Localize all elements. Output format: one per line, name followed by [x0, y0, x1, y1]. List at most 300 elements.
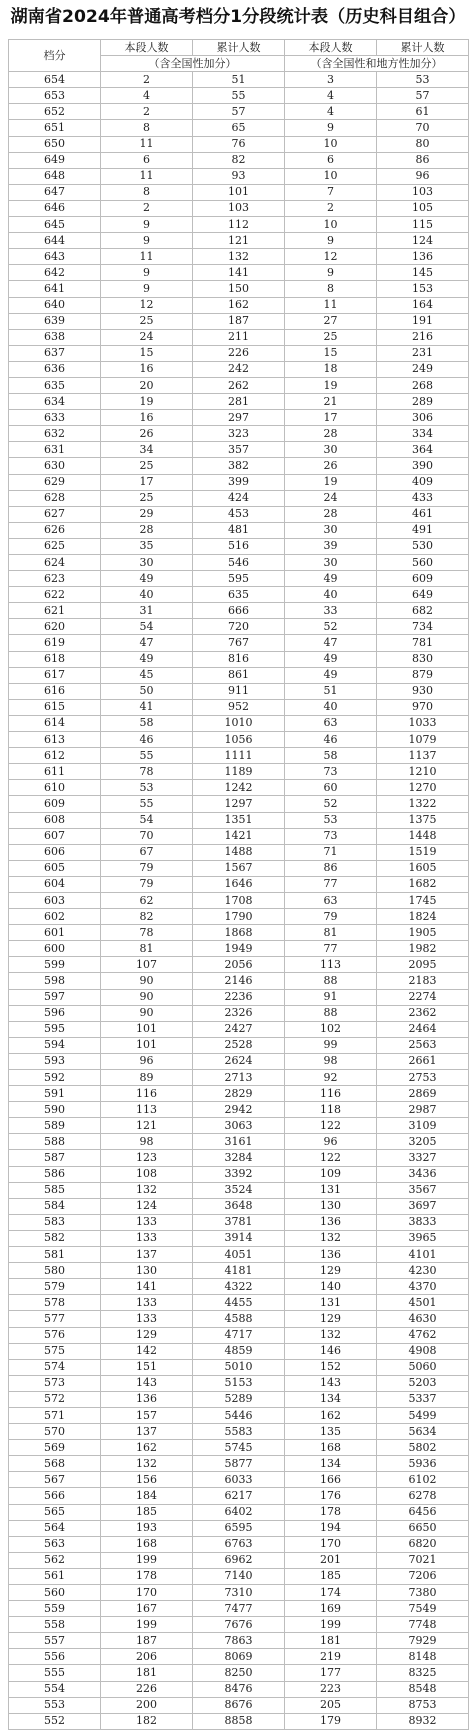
table-row	[9, 1182, 469, 1198]
table-row	[9, 1005, 469, 1021]
cumulative-count-cell: 262	[193, 377, 285, 393]
segment-count-cell: 2	[101, 72, 193, 88]
table-row	[9, 1230, 469, 1246]
score-cell: 612	[9, 748, 101, 764]
table-row	[9, 1697, 469, 1713]
score-cell: 607	[9, 828, 101, 844]
cumulative-count-local-cell: 145	[377, 265, 469, 281]
segment-count-cell: 133	[101, 1230, 193, 1246]
table-row	[9, 1359, 469, 1375]
segment-count-cell: 206	[101, 1649, 193, 1665]
cumulative-count-cell: 6217	[193, 1488, 285, 1504]
segment-count-local-cell: 53	[285, 812, 377, 828]
segment-count-cell: 184	[101, 1488, 193, 1504]
table-row	[9, 603, 469, 619]
segment-count-cell: 45	[101, 667, 193, 683]
cumulative-count-local-cell: 103	[377, 184, 469, 200]
cumulative-count-local-cell: 53	[377, 72, 469, 88]
segment-count-local-cell: 166	[285, 1472, 377, 1488]
cumulative-count-local-cell: 1682	[377, 876, 469, 892]
segment-count-cell: 82	[101, 909, 193, 925]
segment-count-cell: 79	[101, 860, 193, 876]
cumulative-count-local-cell: 3567	[377, 1182, 469, 1198]
table-row	[9, 1520, 469, 1536]
table-row	[9, 458, 469, 474]
segment-count-cell: 90	[101, 973, 193, 989]
cumulative-count-local-cell: 1210	[377, 764, 469, 780]
segment-count-local-cell: 129	[285, 1311, 377, 1327]
cumulative-count-cell: 162	[193, 297, 285, 313]
score-cell: 600	[9, 941, 101, 957]
table-row	[9, 200, 469, 216]
cumulative-count-local-cell: 7206	[377, 1568, 469, 1584]
segment-count-local-cell: 63	[285, 715, 377, 731]
score-cell: 566	[9, 1488, 101, 1504]
cumulative-count-cell: 121	[193, 233, 285, 249]
segment-count-cell: 226	[101, 1681, 193, 1697]
segment-count-cell: 53	[101, 780, 193, 796]
segment-count-cell: 11	[101, 136, 193, 152]
cumulative-count-local-cell: 2274	[377, 989, 469, 1005]
segment-count-local-cell: 19	[285, 474, 377, 490]
cumulative-count-cell: 1488	[193, 844, 285, 860]
score-cell: 611	[9, 764, 101, 780]
score-cell: 630	[9, 458, 101, 474]
score-cell: 606	[9, 844, 101, 860]
table-row	[9, 892, 469, 908]
table-row	[9, 555, 469, 571]
table-row	[9, 329, 469, 345]
segment-count-cell: 181	[101, 1665, 193, 1681]
segment-count-local-cell: 28	[285, 426, 377, 442]
segment-count-cell: 2	[101, 104, 193, 120]
table-row	[9, 410, 469, 426]
score-cell: 582	[9, 1230, 101, 1246]
segment-count-cell: 49	[101, 571, 193, 587]
score-cell: 647	[9, 184, 101, 200]
cumulative-count-cell: 57	[193, 104, 285, 120]
score-cell: 571	[9, 1407, 101, 1423]
cumulative-count-cell: 7477	[193, 1601, 285, 1617]
score-cell: 649	[9, 152, 101, 168]
segment-count-cell: 130	[101, 1263, 193, 1279]
segment-count-local-cell: 91	[285, 989, 377, 1005]
cumulative-count-local-cell: 3109	[377, 1118, 469, 1134]
cumulative-count-cell: 546	[193, 555, 285, 571]
header-note-national-local-bonus: （含全国性和地方性加分）	[285, 56, 469, 72]
cumulative-count-cell: 76	[193, 136, 285, 152]
segment-count-local-cell: 135	[285, 1424, 377, 1440]
segment-count-cell: 78	[101, 764, 193, 780]
score-cell: 629	[9, 474, 101, 490]
segment-count-local-cell: 52	[285, 619, 377, 635]
segment-count-cell: 132	[101, 1182, 193, 1198]
segment-count-local-cell: 33	[285, 603, 377, 619]
cumulative-count-cell: 150	[193, 281, 285, 297]
cumulative-count-cell: 595	[193, 571, 285, 587]
table-row	[9, 1198, 469, 1214]
score-cell: 614	[9, 715, 101, 731]
cumulative-count-local-cell: 649	[377, 587, 469, 603]
table-row	[9, 1585, 469, 1601]
score-cell: 631	[9, 442, 101, 458]
cumulative-count-cell: 481	[193, 522, 285, 538]
score-cell: 652	[9, 104, 101, 120]
segment-count-local-cell: 73	[285, 764, 377, 780]
segment-count-cell: 40	[101, 587, 193, 603]
cumulative-count-local-cell: 1033	[377, 715, 469, 731]
segment-count-cell: 8	[101, 184, 193, 200]
cumulative-count-cell: 2056	[193, 957, 285, 973]
cumulative-count-local-cell: 2563	[377, 1037, 469, 1053]
cumulative-count-cell: 55	[193, 88, 285, 104]
cumulative-count-local-cell: 1982	[377, 941, 469, 957]
segment-count-local-cell: 168	[285, 1440, 377, 1456]
header-segment-count-2: 本段人数	[285, 40, 377, 56]
segment-count-local-cell: 19	[285, 377, 377, 393]
table-row	[9, 1102, 469, 1118]
segment-count-local-cell: 136	[285, 1214, 377, 1230]
segment-count-cell: 121	[101, 1118, 193, 1134]
segment-count-local-cell: 60	[285, 780, 377, 796]
score-cell: 560	[9, 1585, 101, 1601]
segment-count-cell: 35	[101, 538, 193, 554]
segment-count-local-cell: 79	[285, 909, 377, 925]
score-cell: 556	[9, 1649, 101, 1665]
cumulative-count-cell: 1111	[193, 748, 285, 764]
cumulative-count-cell: 1708	[193, 892, 285, 908]
table-row	[9, 522, 469, 538]
score-cell: 587	[9, 1150, 101, 1166]
cumulative-count-cell: 187	[193, 313, 285, 329]
table-row	[9, 844, 469, 860]
table-row	[9, 1601, 469, 1617]
segment-count-local-cell: 179	[285, 1713, 377, 1729]
score-cell: 605	[9, 860, 101, 876]
score-cell: 561	[9, 1568, 101, 1584]
cumulative-count-cell: 101	[193, 184, 285, 200]
cumulative-count-cell: 8858	[193, 1713, 285, 1729]
header-cumulative-count-1: 累计人数	[193, 40, 285, 56]
segment-count-cell: 58	[101, 715, 193, 731]
segment-count-cell: 41	[101, 699, 193, 715]
cumulative-count-local-cell: 8753	[377, 1697, 469, 1713]
cumulative-count-local-cell: 7021	[377, 1552, 469, 1568]
cumulative-count-local-cell: 3965	[377, 1230, 469, 1246]
segment-count-local-cell: 81	[285, 925, 377, 941]
score-cell: 622	[9, 587, 101, 603]
segment-count-local-cell: 129	[285, 1263, 377, 1279]
segment-count-cell: 156	[101, 1472, 193, 1488]
cumulative-count-cell: 1421	[193, 828, 285, 844]
cumulative-count-cell: 911	[193, 683, 285, 699]
segment-count-cell: 19	[101, 394, 193, 410]
segment-count-cell: 12	[101, 297, 193, 313]
table-row	[9, 828, 469, 844]
segment-count-cell: 129	[101, 1327, 193, 1343]
table-row	[9, 104, 469, 120]
table-row	[9, 265, 469, 281]
score-cell: 625	[9, 538, 101, 554]
segment-count-local-cell: 28	[285, 506, 377, 522]
segment-count-local-cell: 10	[285, 217, 377, 233]
table-row	[9, 571, 469, 587]
table-row	[9, 1086, 469, 1102]
segment-count-local-cell: 185	[285, 1568, 377, 1584]
cumulative-count-cell: 8676	[193, 1697, 285, 1713]
score-cell: 592	[9, 1070, 101, 1086]
score-cell: 608	[9, 812, 101, 828]
segment-count-local-cell: 130	[285, 1198, 377, 1214]
cumulative-count-cell: 2528	[193, 1037, 285, 1053]
cumulative-count-cell: 1351	[193, 812, 285, 828]
table-body	[9, 72, 469, 1730]
table-row	[9, 812, 469, 828]
score-cell: 555	[9, 1665, 101, 1681]
segment-count-local-cell: 170	[285, 1536, 377, 1552]
score-cell: 557	[9, 1633, 101, 1649]
segment-count-local-cell: 122	[285, 1118, 377, 1134]
segment-count-cell: 8	[101, 120, 193, 136]
segment-count-cell: 16	[101, 361, 193, 377]
table-row	[9, 1279, 469, 1295]
score-cell: 576	[9, 1327, 101, 1343]
table-row	[9, 1665, 469, 1681]
cumulative-count-local-cell: 1519	[377, 844, 469, 860]
cumulative-count-local-cell: 1824	[377, 909, 469, 925]
cumulative-count-local-cell: 2464	[377, 1021, 469, 1037]
header-segment-count-1: 本段人数	[101, 40, 193, 56]
segment-count-cell: 142	[101, 1343, 193, 1359]
cumulative-count-local-cell: 306	[377, 410, 469, 426]
score-cell: 654	[9, 72, 101, 88]
segment-count-cell: 24	[101, 329, 193, 345]
table-row	[9, 1713, 469, 1729]
segment-count-local-cell: 98	[285, 1053, 377, 1069]
segment-count-cell: 30	[101, 555, 193, 571]
cumulative-count-local-cell: 364	[377, 442, 469, 458]
cumulative-count-cell: 5583	[193, 1424, 285, 1440]
cumulative-count-cell: 635	[193, 587, 285, 603]
cumulative-count-cell: 211	[193, 329, 285, 345]
score-cell: 593	[9, 1053, 101, 1069]
segment-count-cell: 199	[101, 1552, 193, 1568]
table-row	[9, 1407, 469, 1423]
segment-count-local-cell: 10	[285, 136, 377, 152]
cumulative-count-local-cell: 268	[377, 377, 469, 393]
table-row	[9, 1311, 469, 1327]
cumulative-count-cell: 3781	[193, 1214, 285, 1230]
cumulative-count-cell: 7863	[193, 1633, 285, 1649]
score-cell: 597	[9, 989, 101, 1005]
cumulative-count-local-cell: 409	[377, 474, 469, 490]
table-row	[9, 152, 469, 168]
cumulative-count-local-cell: 1270	[377, 780, 469, 796]
cumulative-count-local-cell: 2987	[377, 1102, 469, 1118]
score-cell: 584	[9, 1198, 101, 1214]
segment-count-local-cell: 21	[285, 394, 377, 410]
cumulative-count-local-cell: 231	[377, 345, 469, 361]
cumulative-count-cell: 816	[193, 651, 285, 667]
segment-count-cell: 29	[101, 506, 193, 522]
cumulative-count-cell: 382	[193, 458, 285, 474]
cumulative-count-cell: 141	[193, 265, 285, 281]
cumulative-count-local-cell: 3205	[377, 1134, 469, 1150]
cumulative-count-local-cell: 3833	[377, 1214, 469, 1230]
segment-count-local-cell: 4	[285, 88, 377, 104]
cumulative-count-cell: 4859	[193, 1343, 285, 1359]
segment-count-cell: 178	[101, 1568, 193, 1584]
segment-count-cell: 70	[101, 828, 193, 844]
segment-count-cell: 108	[101, 1166, 193, 1182]
table-row	[9, 732, 469, 748]
table-row	[9, 635, 469, 651]
score-cell: 554	[9, 1681, 101, 1697]
cumulative-count-local-cell: 2183	[377, 973, 469, 989]
cumulative-count-local-cell: 830	[377, 651, 469, 667]
segment-count-local-cell: 146	[285, 1343, 377, 1359]
cumulative-count-cell: 103	[193, 200, 285, 216]
segment-count-cell: 79	[101, 876, 193, 892]
cumulative-count-cell: 3392	[193, 1166, 285, 1182]
score-cell: 646	[9, 200, 101, 216]
segment-count-local-cell: 219	[285, 1649, 377, 1665]
cumulative-count-local-cell: 461	[377, 506, 469, 522]
segment-count-local-cell: 122	[285, 1150, 377, 1166]
cumulative-count-local-cell: 4908	[377, 1343, 469, 1359]
segment-count-cell: 168	[101, 1536, 193, 1552]
segment-count-local-cell: 86	[285, 860, 377, 876]
segment-count-cell: 16	[101, 410, 193, 426]
segment-count-local-cell: 46	[285, 732, 377, 748]
segment-count-local-cell: 40	[285, 699, 377, 715]
cumulative-count-local-cell: 57	[377, 88, 469, 104]
score-cell: 595	[9, 1021, 101, 1037]
cumulative-count-local-cell: 530	[377, 538, 469, 554]
segment-count-cell: 81	[101, 941, 193, 957]
segment-count-cell: 15	[101, 345, 193, 361]
score-cell: 586	[9, 1166, 101, 1182]
table-row	[9, 1633, 469, 1649]
segment-count-cell: 89	[101, 1070, 193, 1086]
table-row	[9, 860, 469, 876]
cumulative-count-local-cell: 8148	[377, 1649, 469, 1665]
score-cell: 634	[9, 394, 101, 410]
cumulative-count-local-cell: 7929	[377, 1633, 469, 1649]
score-cell: 623	[9, 571, 101, 587]
segment-count-cell: 132	[101, 1456, 193, 1472]
table-row	[9, 909, 469, 925]
table-row	[9, 506, 469, 522]
table-row	[9, 941, 469, 957]
cumulative-count-cell: 112	[193, 217, 285, 233]
segment-count-cell: 133	[101, 1295, 193, 1311]
segment-count-cell: 193	[101, 1520, 193, 1536]
segment-count-cell: 25	[101, 313, 193, 329]
segment-count-local-cell: 8	[285, 281, 377, 297]
cumulative-count-cell: 51	[193, 72, 285, 88]
cumulative-count-local-cell: 5499	[377, 1407, 469, 1423]
score-cell: 643	[9, 249, 101, 265]
segment-count-local-cell: 136	[285, 1247, 377, 1263]
table-row	[9, 297, 469, 313]
segment-count-local-cell: 4	[285, 104, 377, 120]
cumulative-count-cell: 666	[193, 603, 285, 619]
segment-count-cell: 124	[101, 1198, 193, 1214]
segment-count-cell: 25	[101, 458, 193, 474]
segment-count-cell: 107	[101, 957, 193, 973]
cumulative-count-cell: 4717	[193, 1327, 285, 1343]
segment-count-local-cell: 174	[285, 1585, 377, 1601]
table-row	[9, 1118, 469, 1134]
score-cell: 618	[9, 651, 101, 667]
cumulative-count-cell: 323	[193, 426, 285, 442]
segment-count-local-cell: 30	[285, 442, 377, 458]
cumulative-count-local-cell: 70	[377, 120, 469, 136]
segment-count-cell: 157	[101, 1407, 193, 1423]
segment-count-cell: 4	[101, 88, 193, 104]
score-cell: 615	[9, 699, 101, 715]
score-cell: 624	[9, 555, 101, 571]
score-cell: 616	[9, 683, 101, 699]
segment-count-cell: 17	[101, 474, 193, 490]
cumulative-count-local-cell: 124	[377, 233, 469, 249]
segment-count-local-cell: 49	[285, 651, 377, 667]
cumulative-count-local-cell: 2362	[377, 1005, 469, 1021]
segment-count-cell: 49	[101, 651, 193, 667]
cumulative-count-local-cell: 1137	[377, 748, 469, 764]
table-row	[9, 345, 469, 361]
score-cell: 635	[9, 377, 101, 393]
score-cell: 569	[9, 1440, 101, 1456]
segment-count-local-cell: 27	[285, 313, 377, 329]
score-cell: 594	[9, 1037, 101, 1053]
cumulative-count-cell: 1056	[193, 732, 285, 748]
cumulative-count-cell: 8476	[193, 1681, 285, 1697]
table-row	[9, 1247, 469, 1263]
table-row	[9, 1424, 469, 1440]
score-cell: 568	[9, 1456, 101, 1472]
cumulative-count-local-cell: 2095	[377, 957, 469, 973]
score-cell: 641	[9, 281, 101, 297]
score-cell: 598	[9, 973, 101, 989]
cumulative-count-cell: 1242	[193, 780, 285, 796]
table-row	[9, 1327, 469, 1343]
table-row	[9, 281, 469, 297]
segment-count-cell: 137	[101, 1247, 193, 1263]
table-row	[9, 1568, 469, 1584]
score-cell: 617	[9, 667, 101, 683]
score-cell: 558	[9, 1617, 101, 1633]
segment-count-local-cell: 9	[285, 233, 377, 249]
cumulative-count-cell: 7676	[193, 1617, 285, 1633]
segment-count-local-cell: 134	[285, 1391, 377, 1407]
cumulative-count-cell: 2326	[193, 1005, 285, 1021]
segment-count-local-cell: 2	[285, 200, 377, 216]
cumulative-count-local-cell: 1079	[377, 732, 469, 748]
table-header	[9, 40, 469, 72]
segment-count-cell: 101	[101, 1037, 193, 1053]
cumulative-count-local-cell: 930	[377, 683, 469, 699]
score-cell: 574	[9, 1359, 101, 1375]
cumulative-count-cell: 861	[193, 667, 285, 683]
segment-count-cell: 185	[101, 1504, 193, 1520]
segment-count-local-cell: 58	[285, 748, 377, 764]
cumulative-count-local-cell: 6102	[377, 1472, 469, 1488]
cumulative-count-cell: 8250	[193, 1665, 285, 1681]
table-row	[9, 1456, 469, 1472]
segment-count-local-cell: 12	[285, 249, 377, 265]
